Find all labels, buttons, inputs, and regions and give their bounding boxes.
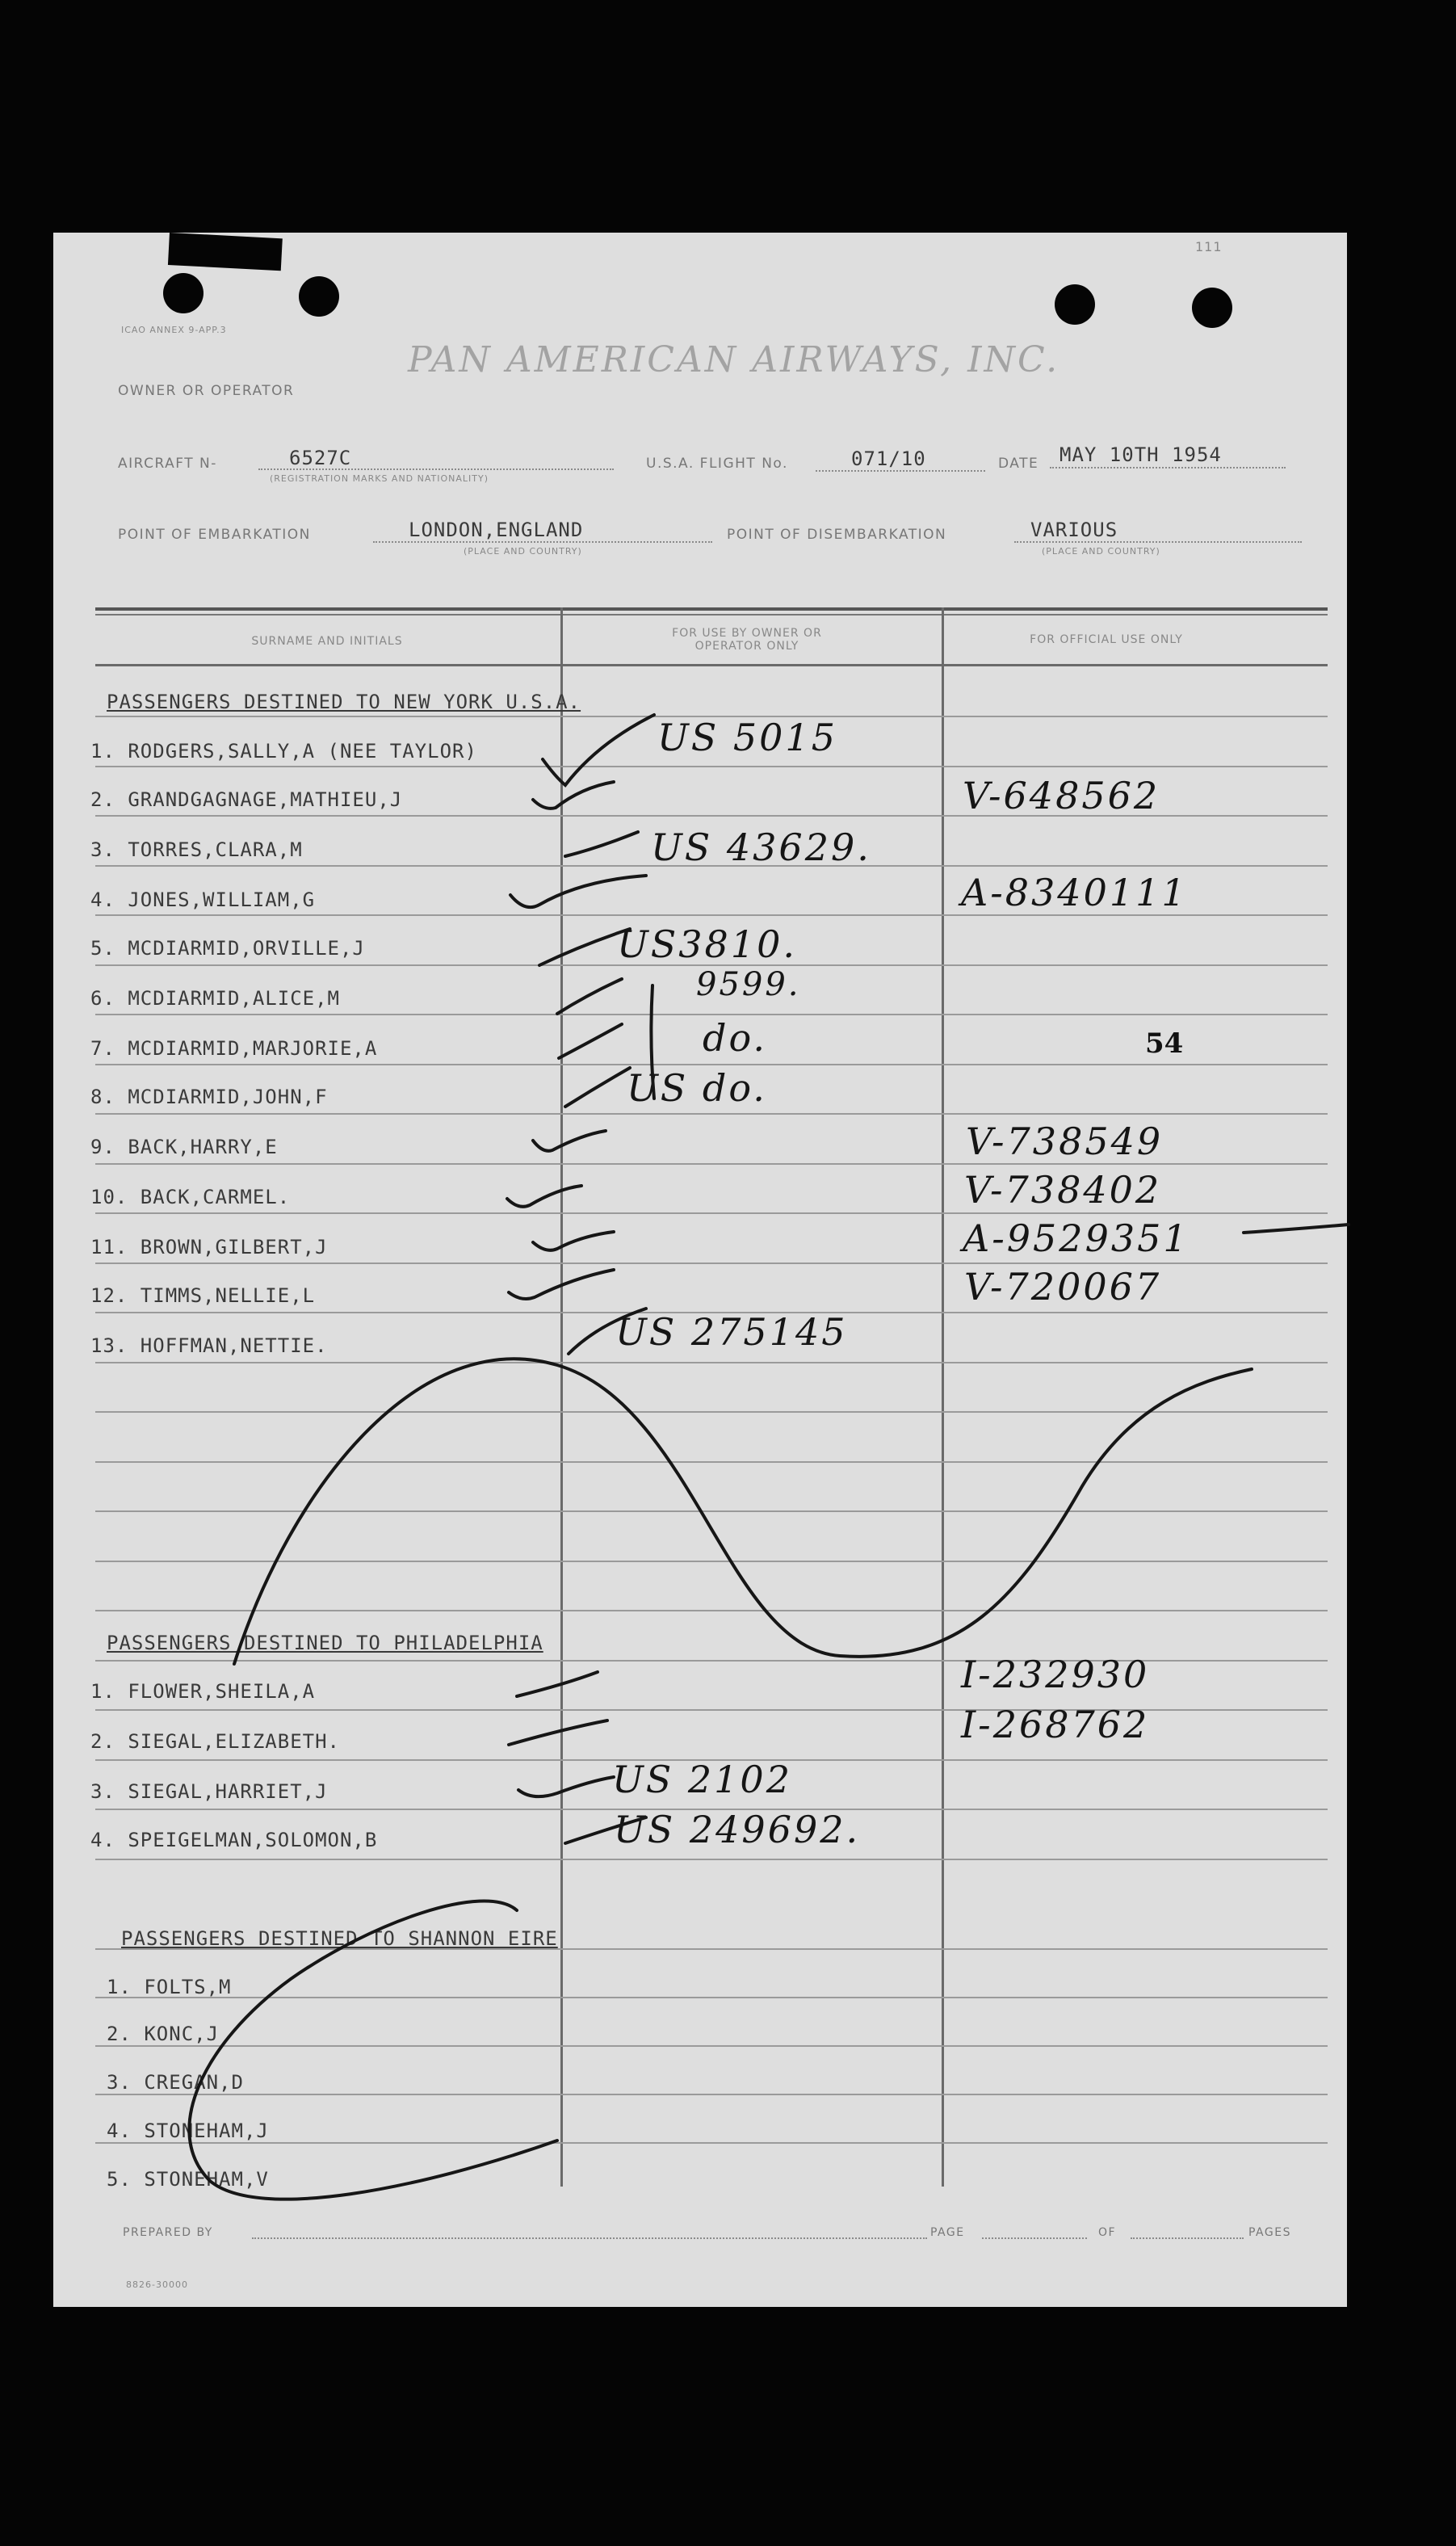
row-rule bbox=[95, 1064, 1328, 1065]
passenger-name: 13. HOFFMAN,NETTIE. bbox=[90, 1334, 328, 1357]
owner-note: US 249692. bbox=[614, 1808, 861, 1851]
flight-value: 071/10 bbox=[851, 447, 926, 470]
passenger-name: 1. FLOWER,SHEILA,A bbox=[90, 1680, 316, 1703]
date-label: DATE bbox=[998, 456, 1039, 472]
passenger-name: 11. BROWN,GILBERT,J bbox=[90, 1236, 328, 1258]
date-dotline bbox=[1050, 467, 1286, 468]
passenger-name: 3. CREGAN,D bbox=[107, 2071, 244, 2094]
owner-note: US 2102 bbox=[612, 1758, 792, 1801]
col-official-header: FOR OFFICIAL USE ONLY bbox=[1030, 633, 1183, 646]
aircraft-dotline bbox=[258, 468, 614, 470]
official-note: I-232930 bbox=[961, 1653, 1150, 1696]
aircraft-label: AIRCRAFT N- bbox=[118, 456, 217, 472]
row-rule bbox=[95, 1997, 1328, 1998]
owner-label: OWNER OR OPERATOR bbox=[118, 383, 295, 399]
page-stamp-number: 54 bbox=[1145, 1027, 1184, 1060]
passenger-name: 5. MCDIARMID,ORVILLE,J bbox=[90, 937, 365, 960]
group-heading: PASSENGERS DESTINED TO SHANNON EIRE bbox=[121, 1927, 558, 1950]
page-dotline bbox=[982, 2237, 1087, 2239]
official-note: V-648562 bbox=[963, 774, 1160, 817]
group-heading: PASSENGERS DESTINED TO NEW YORK U.S.A. bbox=[107, 691, 581, 713]
passenger-name: 5. STONEHAM,V bbox=[107, 2168, 269, 2191]
disembark-dotline bbox=[1014, 541, 1302, 543]
prepared-by-label: PREPARED BY bbox=[123, 2226, 213, 2239]
passenger-name: 2. SIEGAL,ELIZABETH. bbox=[90, 1730, 340, 1753]
passenger-name: 10. BACK,CARMEL. bbox=[90, 1186, 291, 1208]
flight-label: U.S.A. FLIGHT No. bbox=[646, 456, 788, 472]
embark-dotline bbox=[373, 541, 712, 543]
passenger-name: 7. MCDIARMID,MARJORIE,A bbox=[90, 1037, 378, 1060]
row-rule bbox=[95, 1561, 1328, 1562]
owner-note: US do. bbox=[627, 1066, 767, 1110]
flight-dotline bbox=[816, 470, 985, 472]
corner-mark: 111 bbox=[1195, 239, 1223, 254]
passenger-name: 4. SPEIGELMAN,SOLOMON,B bbox=[90, 1829, 378, 1851]
row-rule bbox=[95, 2045, 1328, 2047]
punch-hole bbox=[299, 276, 339, 317]
official-note: V-720067 bbox=[964, 1265, 1162, 1309]
owner-note: US 275145 bbox=[615, 1310, 848, 1354]
torn-corner bbox=[168, 233, 283, 271]
embark-value: LONDON,ENGLAND bbox=[409, 519, 584, 541]
embark-label: POINT OF EMBARKATION bbox=[118, 527, 311, 543]
pages-label: PAGES bbox=[1248, 2226, 1291, 2239]
punch-hole bbox=[163, 273, 204, 313]
official-note: I-268762 bbox=[961, 1703, 1150, 1746]
official-note: V-738402 bbox=[964, 1168, 1162, 1212]
disembark-sub: (PLACE AND COUNTRY) bbox=[1042, 546, 1160, 557]
form-number: 8826-30000 bbox=[126, 2279, 188, 2290]
row-rule bbox=[95, 914, 1328, 916]
date-value: MAY 10TH 1954 bbox=[1059, 443, 1222, 466]
punch-hole bbox=[1055, 284, 1095, 325]
passenger-name: 9. BACK,HARRY,E bbox=[90, 1136, 278, 1158]
row-rule bbox=[95, 2094, 1328, 2095]
passenger-name: 1. FOLTS,M bbox=[107, 1976, 232, 1998]
owner-note: do. bbox=[703, 1016, 767, 1060]
passenger-name: 12. TIMMS,NELLIE,L bbox=[90, 1284, 316, 1307]
disembark-value: VARIOUS bbox=[1030, 519, 1118, 541]
form-code: ICAO ANNEX 9-APP.3 bbox=[121, 325, 227, 335]
of-label: OF bbox=[1098, 2226, 1117, 2239]
passenger-name: 4. JONES,WILLIAM,G bbox=[90, 889, 316, 911]
owner-note: US 43629. bbox=[651, 826, 871, 869]
passenger-name: 2. GRANDGAGNAGE,MATHIEU,J bbox=[90, 788, 403, 811]
row-rule bbox=[95, 1362, 1328, 1363]
row-rule bbox=[95, 1859, 1328, 1860]
aircraft-value: 6527C bbox=[289, 447, 352, 469]
row-rule bbox=[95, 1411, 1328, 1413]
row-rule bbox=[95, 1113, 1328, 1115]
embark-sub: (PLACE AND COUNTRY) bbox=[464, 546, 582, 557]
owner-note: 9599. bbox=[696, 966, 801, 1003]
header-bottom-rule bbox=[95, 664, 1328, 666]
aircraft-sub: (REGISTRATION MARKS AND NATIONALITY) bbox=[270, 473, 489, 484]
group-heading: PASSENGERS DESTINED TO PHILADELPHIA bbox=[107, 1632, 543, 1654]
passenger-name: 4. STONEHAM,J bbox=[107, 2120, 269, 2142]
passenger-name: 3. SIEGAL,HARRIET,J bbox=[90, 1780, 328, 1803]
passenger-name: 8. MCDIARMID,JOHN,F bbox=[90, 1086, 328, 1108]
page-label: PAGE bbox=[930, 2226, 965, 2239]
passenger-name: 1. RODGERS,SALLY,A (NEE TAYLOR) bbox=[90, 740, 477, 763]
owner-value: PAN AMERICAN AIRWAYS, INC. bbox=[408, 339, 1060, 380]
of-dotline bbox=[1131, 2237, 1244, 2239]
col-owner-header: FOR USE BY OWNER OR OPERATOR ONLY bbox=[672, 627, 822, 653]
row-rule bbox=[95, 1212, 1328, 1214]
punch-hole bbox=[1192, 288, 1232, 328]
table-top-rule bbox=[95, 607, 1328, 611]
disembark-label: POINT OF DISEMBARKATION bbox=[727, 527, 947, 543]
row-rule bbox=[95, 766, 1328, 767]
row-rule bbox=[95, 1510, 1328, 1512]
row-rule bbox=[95, 1014, 1328, 1015]
row-rule bbox=[95, 1163, 1328, 1165]
col-surname-header: SURNAME AND INITIALS bbox=[251, 635, 403, 648]
passenger-name: 6. MCDIARMID,ALICE,M bbox=[90, 987, 340, 1010]
passenger-name: 3. TORRES,CLARA,M bbox=[90, 838, 303, 861]
passenger-name: 2. KONC,J bbox=[107, 2023, 220, 2045]
owner-note: US3810. bbox=[617, 922, 797, 966]
row-rule bbox=[95, 1610, 1328, 1611]
official-note: A-9529351 bbox=[963, 1216, 1190, 1260]
official-note: V-738549 bbox=[966, 1120, 1164, 1163]
official-note: A-8340111 bbox=[961, 871, 1188, 914]
prepared-dotline bbox=[252, 2237, 927, 2239]
table-top-rule bbox=[95, 614, 1328, 615]
owner-note: US 5015 bbox=[657, 716, 837, 759]
row-rule bbox=[95, 2142, 1328, 2144]
row-rule bbox=[95, 1461, 1328, 1463]
row-rule bbox=[95, 1262, 1328, 1264]
